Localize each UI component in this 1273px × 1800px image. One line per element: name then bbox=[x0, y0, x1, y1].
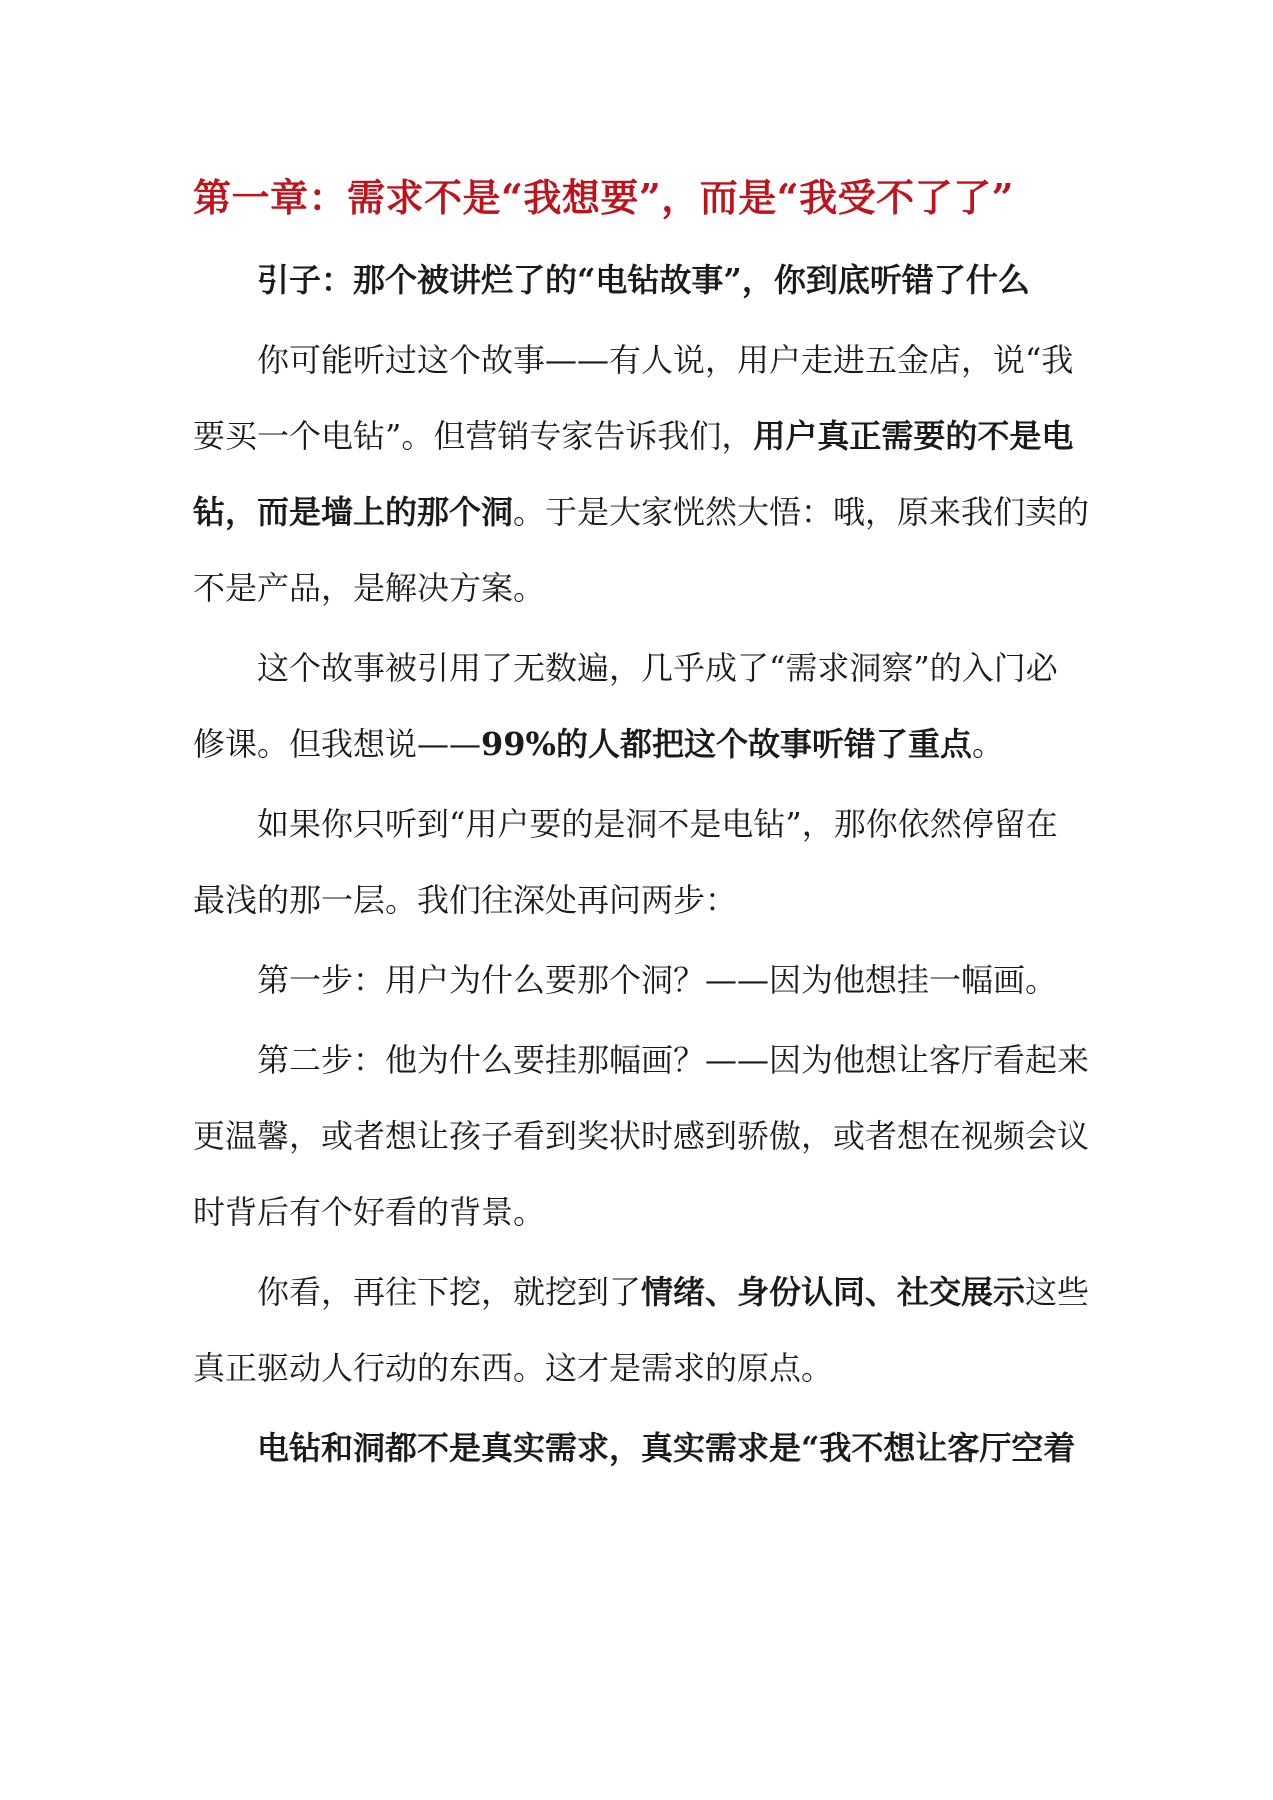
paragraph-line: 第一步：用户为什么要那个洞？——因为他想挂一幅画。 bbox=[257, 961, 1058, 999]
paragraph-line bbox=[193, 720, 1086, 768]
paragraph-line: 第二步：他为什么要挂那幅画？——因为他想让客厅看起来 bbox=[257, 1041, 1090, 1079]
paragraph-line: 这个故事被引用了无数遍，几乎成了“需求洞察”的入门必 bbox=[257, 649, 1058, 687]
emphasis-text: 钻，而是墙上的那个洞 bbox=[193, 493, 514, 531]
chapter-title: 第一章：需求不是“我想要”，而是“我受不了了” bbox=[193, 175, 1014, 220]
paragraph-line: 不是产品，是解决方案。 bbox=[193, 569, 546, 607]
text-span: 你看，再往下挖，就挖到了 bbox=[257, 1273, 642, 1311]
paragraph-line: 更温馨，或者想让孩子看到奖状时感到骄傲，或者想在视频会议 bbox=[193, 1117, 1090, 1155]
paragraph-line: 时背后有个好看的背景。 bbox=[193, 1193, 546, 1231]
paragraph-line: 真正驱动人行动的东西。这才是需求的原点。 bbox=[193, 1349, 834, 1387]
text-span: 。于是大家恍然大悟：哦，原来我们卖的 bbox=[513, 493, 1090, 531]
section-subtitle: 引子：那个被讲烂了的“电钻故事”，你到底听错了什么 bbox=[257, 261, 1030, 299]
paragraph-line bbox=[193, 488, 1090, 536]
paragraph-line bbox=[193, 412, 1086, 460]
paragraph-line: 如果你只听到“用户要的是洞不是电钻”，那你依然停留在 bbox=[257, 805, 1058, 843]
document-page bbox=[193, 0, 1090, 1800]
emphasis-text: 情绪、身份认同、社交展示 bbox=[641, 1273, 1026, 1311]
paragraph-line bbox=[257, 1268, 1090, 1316]
text-span: 修课。但我想说—— bbox=[193, 725, 482, 763]
paragraph-line-bold: 电钻和洞都不是真实需求，真实需求是“我不想让客厅空着 bbox=[257, 1429, 1076, 1467]
emphasis-text: 用户真正需要的不是电 bbox=[753, 417, 1074, 455]
text-span: 这些 bbox=[1025, 1273, 1090, 1311]
text-span: 要买一个电钻”。但营销专家告诉我们， bbox=[193, 417, 754, 455]
paragraph-line: 你可能听过这个故事——有人说，用户走进五金店，说“我 bbox=[257, 341, 1074, 379]
emphasis-text: 99%的人都把这个故事听错了重点 bbox=[481, 725, 972, 763]
paragraph-line: 最浅的那一层。我们往深处再问两步： bbox=[193, 881, 738, 919]
text-span: 。 bbox=[971, 725, 1004, 763]
